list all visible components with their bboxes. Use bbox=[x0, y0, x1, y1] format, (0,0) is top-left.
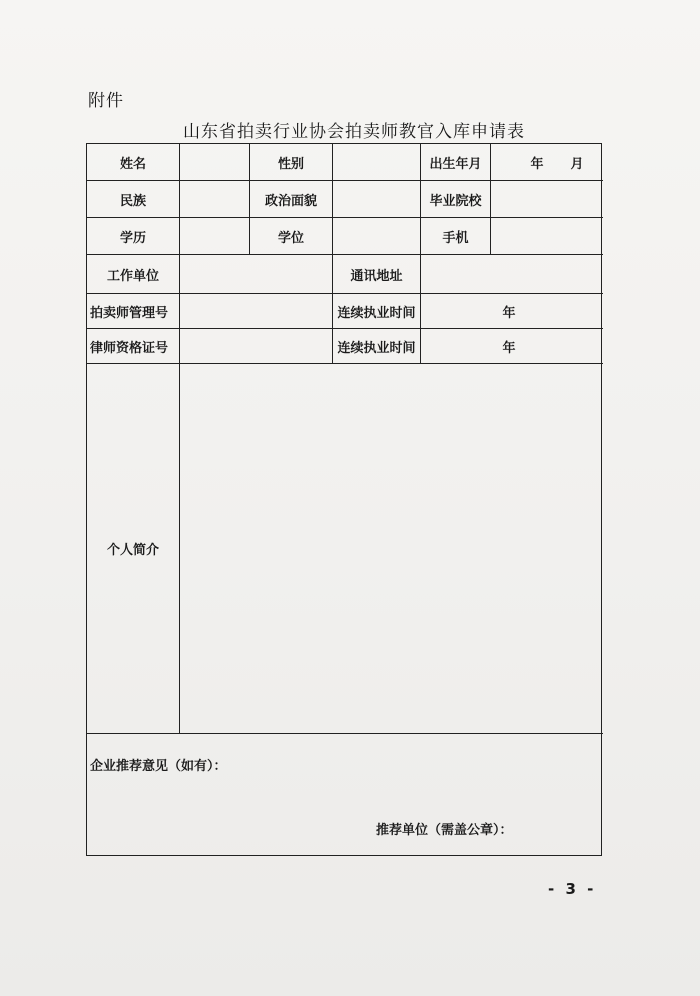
lawyer-no-field[interactable] bbox=[180, 329, 332, 363]
row-divider bbox=[87, 733, 603, 734]
phone-label: 手机 bbox=[442, 230, 469, 246]
gender-field[interactable] bbox=[333, 144, 420, 180]
political-label: 政治面貌 bbox=[264, 193, 317, 209]
birth-year-unit: 年 bbox=[530, 156, 544, 172]
address-label: 通讯地址 bbox=[350, 268, 403, 284]
birth-label: 出生年月 bbox=[429, 156, 482, 172]
ethnicity-label: 民族 bbox=[119, 193, 146, 209]
attachment-label: 附件 bbox=[88, 91, 124, 111]
recommendation-label: 企业推荐意见（如有）： bbox=[90, 758, 227, 774]
recommender-label: 推荐单位（需盖公章）： bbox=[376, 822, 513, 838]
political-field[interactable] bbox=[333, 181, 420, 217]
education-field[interactable] bbox=[180, 218, 249, 254]
recommendation-field[interactable] bbox=[87, 779, 601, 809]
school-field[interactable] bbox=[491, 181, 601, 217]
auctioneer-no-label: 拍卖师管理号 bbox=[90, 305, 169, 321]
address-field[interactable] bbox=[421, 255, 601, 293]
ethnicity-field[interactable] bbox=[180, 181, 249, 217]
school-label: 毕业院校 bbox=[429, 193, 482, 209]
form-title: 山东省拍卖行业协会拍卖师教官入库申请表 bbox=[183, 122, 525, 142]
lawyer-no-label: 律师资格证号 bbox=[90, 340, 169, 356]
practice-years-label-2: 连续执业时间 bbox=[337, 340, 416, 356]
employer-label: 工作单位 bbox=[106, 268, 159, 284]
page-number: - 3 - bbox=[548, 880, 597, 898]
phone-field[interactable] bbox=[491, 218, 601, 254]
education-label: 学历 bbox=[119, 230, 146, 246]
employer-field[interactable] bbox=[180, 255, 332, 293]
practice-years-unit-1: 年 bbox=[502, 305, 516, 321]
birth-month-unit: 月 bbox=[570, 156, 584, 172]
profile-field[interactable] bbox=[180, 364, 601, 733]
degree-label: 学位 bbox=[277, 230, 304, 246]
auctioneer-no-field[interactable] bbox=[180, 294, 332, 328]
name-label: 姓名 bbox=[119, 156, 146, 172]
profile-label: 个人简介 bbox=[106, 543, 159, 558]
practice-years-label-1: 连续执业时间 bbox=[337, 305, 416, 321]
gender-label: 性别 bbox=[277, 156, 304, 172]
practice-years-unit-2: 年 bbox=[502, 340, 516, 356]
name-field[interactable] bbox=[180, 144, 249, 180]
degree-field[interactable] bbox=[333, 218, 420, 254]
application-form-table bbox=[86, 143, 602, 856]
